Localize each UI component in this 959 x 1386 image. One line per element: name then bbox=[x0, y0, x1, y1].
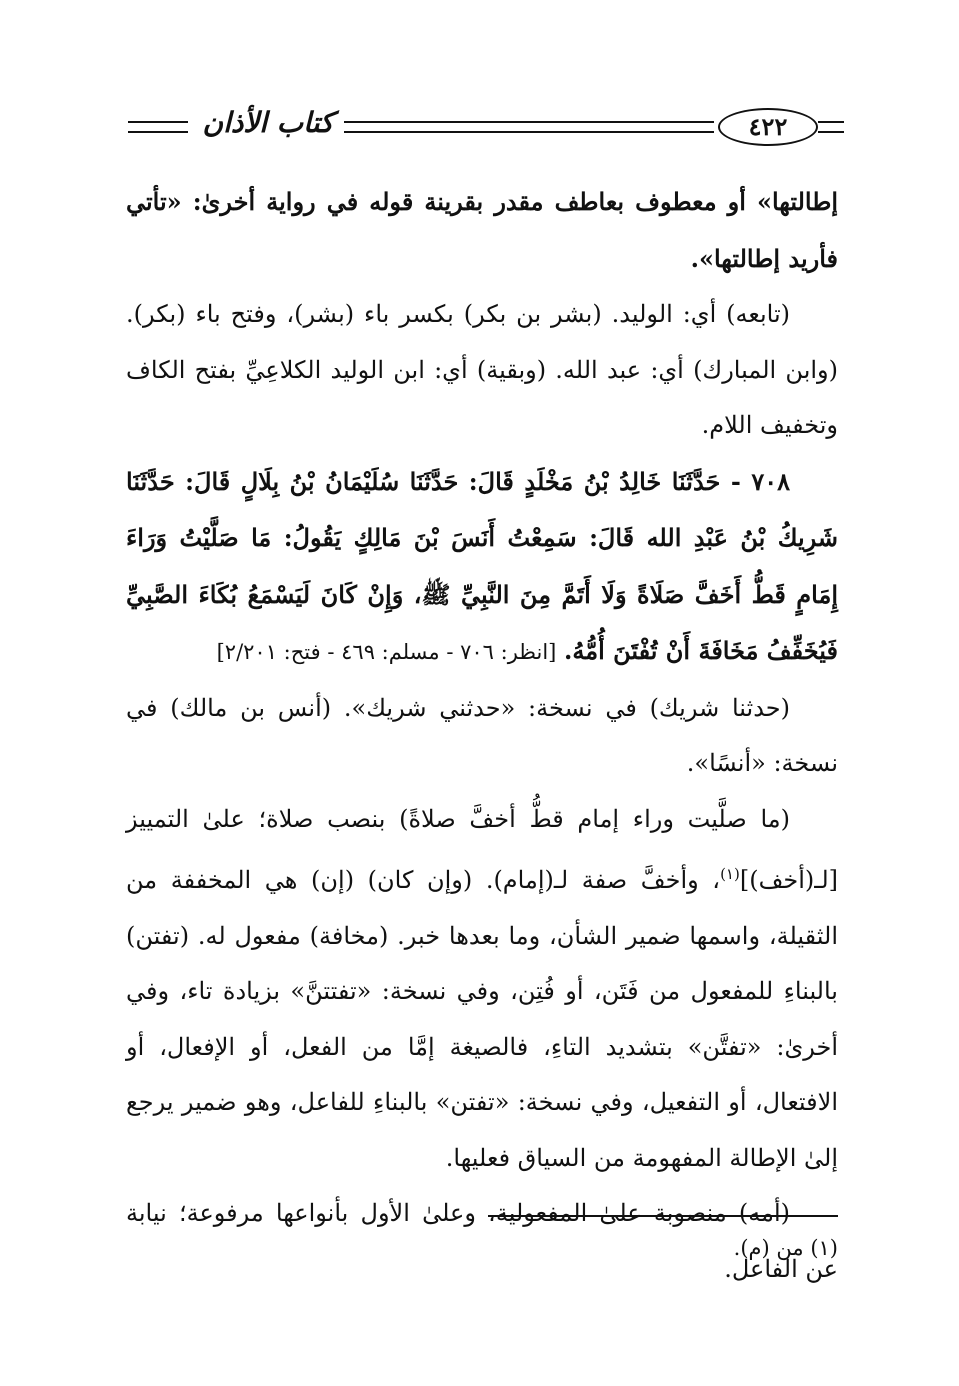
footnote: (١) من (م). bbox=[733, 1236, 838, 1260]
hadith-reference: [انظر: ٧٠٦ - مسلم: ٤٦٩ - فتح: ٢/٢٠١] bbox=[216, 640, 557, 664]
paragraph-text: إطالتها» أو معطوف بعاطف مقدر بقرينة قوله في رواية أخرىٰ: «تأتي فأريد إطالتها». bbox=[126, 187, 838, 273]
footnote-divider bbox=[488, 1215, 838, 1217]
paragraph-text: (ما صلَّيت وراء إمام قطُّ أخفَّ صلاةً) بنصب صلاة؛ علىٰ التمييز [لـ(أخف)] bbox=[126, 804, 838, 894]
footnote-marker: (١) bbox=[720, 865, 740, 883]
page-header bbox=[118, 104, 846, 148]
header-rule-left bbox=[128, 121, 188, 133]
hadith-paragraph bbox=[126, 454, 838, 681]
paragraph: (تابعه) أي: الوليد. (بشر بن بكر) بكسر باء (بشر)، وفتح باء (بكر). (وابن المبارك) أي: عبد الله. (وبقية) أي: ابن الوليد الكلاعِيِّ بفتح الكاف وتخفيف اللام. bbox=[126, 300, 839, 439]
hadith-text: ٧٠٨ - حَدَّثَنَا خَالِدُ بْنُ مَخْلَدٍ قَالَ: حَدَّثَنَا سُلَيْمَانُ بْنُ بِلَالٍ قَالَ: حَدَّثَنَا شَرِيكُ بْنُ عَبْدِ الله قَالَ: سَمِعْتُ أَنَسَ بْنَ مَالِكٍ يَقُولُ: مَا صَلَّيْتُ وَرَاءَ إِمَامٍ قَطُّ أَخَفَّ صَلَاةً وَلَا أَتَمَّ مِنَ النَّبِيِّ ﷺ، وَإِنْ كَانَ لَيَسْمَعُ بُكَاءَ الصَّبِيِّ فَيُخَفِّفُ مَخَافَةَ أَنْ تُفْتَنَ أُمُّهُ. bbox=[126, 466, 838, 665]
main-text bbox=[126, 174, 838, 1297]
paragraph-text: ، وأخفَّ صفة لـ(إمام). (وإن كان) (إن) هي المخففة من الثقيلة، واسمها ضمير الشأن، وما بعدها خبر. (مخافة) مفعول له. (تفتن) بالبناءِ للمفعول من فَتَن، أو فُتِن، وفي نسخة: «تفتتنَّ» بزيادة تاء، وفي أخرىٰ: «تفتَّن» بتشديد التاءِ، فالصيغة إمَّا من الفعل، أو الإفعال، أو الافتعال، أو التفعيل، وفي نسخة: «تفتن» بالبناءِ للفاعل، وهو ضمير يرجع إلىٰ الإطالة المفهومة من السياق فعليها. bbox=[126, 866, 838, 1172]
paragraph bbox=[126, 174, 838, 287]
book-title: كتاب الأذان bbox=[202, 106, 334, 139]
paragraph: (أمه) منصوبة علىٰ المفعولية، وعلىٰ الأول بأنواعها مرفوعة؛ نيابة عن الفاعل. bbox=[126, 1199, 838, 1283]
paragraph bbox=[126, 792, 838, 1187]
header-rule-right bbox=[818, 121, 844, 133]
paragraph: (حدثنا شريك) في نسخة: «حدثني شريك». (أنس بن مالك) في نسخة: «أنسًا». bbox=[126, 693, 838, 777]
header-rule-middle bbox=[344, 121, 714, 133]
page-number-badge: ٤٢٢ bbox=[718, 108, 818, 146]
